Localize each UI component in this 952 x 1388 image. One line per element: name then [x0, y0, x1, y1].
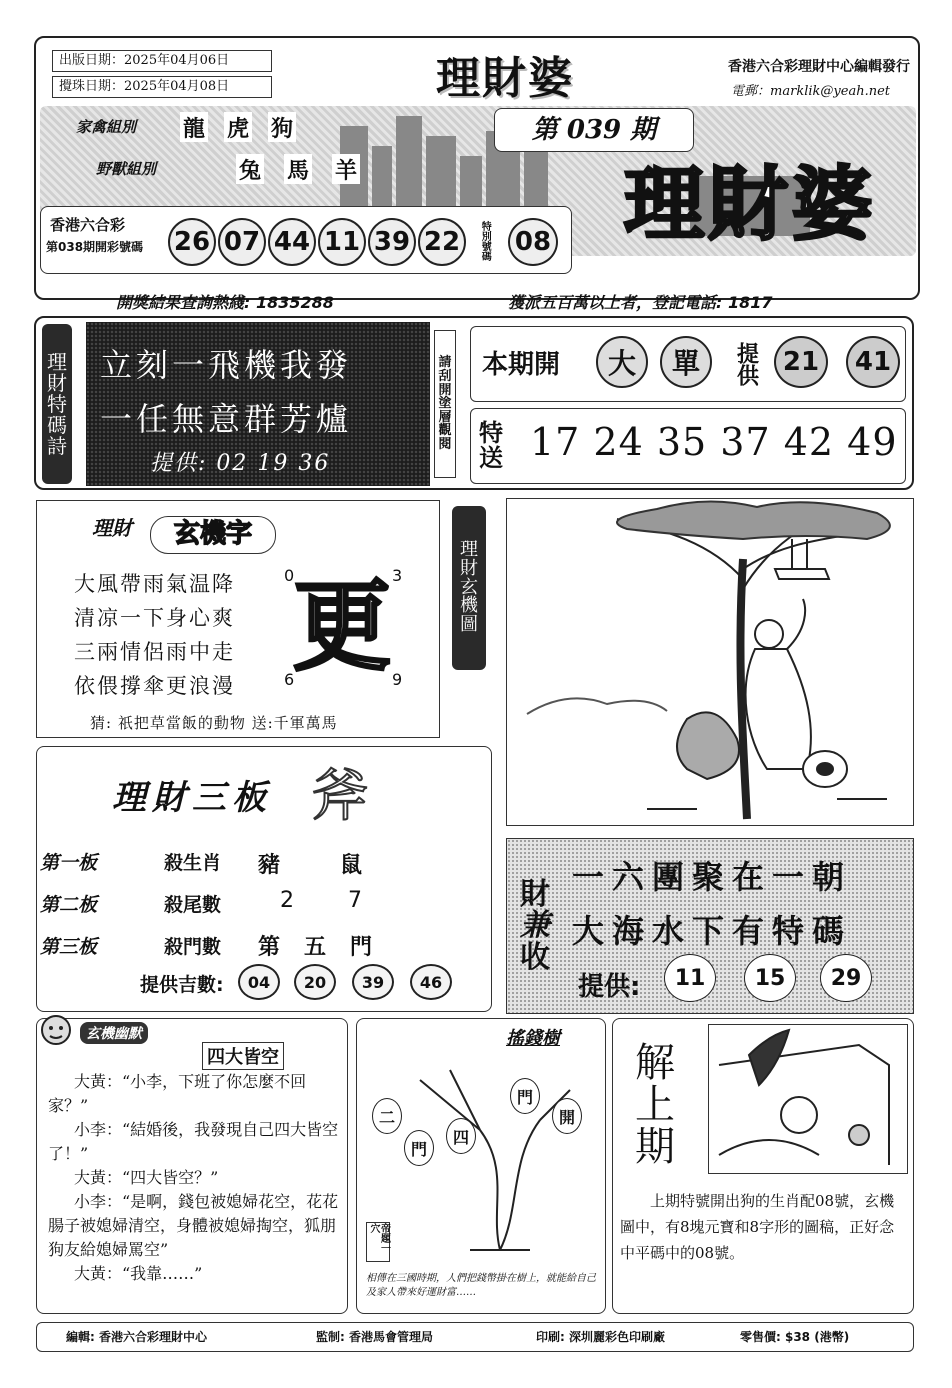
sanban-row-3-v3: 門 — [350, 935, 373, 960]
zodiac-b-1: 兔 — [236, 154, 264, 184]
corner-br: 9 — [392, 670, 403, 689]
sanban-row-3-label: 第三板 — [40, 936, 98, 958]
sanban-title: 理財三板 — [112, 778, 272, 818]
scratch-notice — [434, 330, 456, 478]
xuanji-poem-3: 三兩情侶雨中走 — [74, 640, 235, 664]
caibing-ball-2: 15 — [744, 954, 796, 1002]
zodiac-group-b — [236, 154, 396, 184]
money-tree-caption: 相傳在三國時期，人們把錢幣掛在樹上，就能給自己及家人帶來好運財富…… — [366, 1273, 596, 1298]
footer-supervisor: 監制: 香港馬會管理局 — [316, 1330, 433, 1344]
scratch-5: 層 — [438, 409, 452, 425]
xuanji-pic-label — [452, 506, 486, 670]
zodiac-a-2: 虎 — [224, 112, 252, 142]
pic-label-5: 圖 — [460, 614, 478, 636]
money-tree-illustration — [360, 1040, 604, 1260]
open-provide-label — [732, 338, 760, 390]
pic-label-1: 理 — [460, 538, 478, 560]
jie-text: 上期特號開出狗的生肖配08號，玄機圖中，有8塊元寶和8字形的圖稿，正好念中平碼中的08號。 — [620, 1192, 895, 1262]
sanban-row-3-v1: 第 — [258, 935, 281, 960]
sanban-axe: 斧 — [312, 764, 368, 829]
poem-line-2: 一任無意群芳爐 — [100, 400, 353, 438]
big-title: 理財婆 — [624, 158, 876, 251]
special-label-text: 特別號碼 — [479, 221, 491, 261]
corner-tl: 0 — [284, 566, 295, 585]
money-tree-badge-text: 帝題一穴 — [368, 1223, 390, 1253]
send-label-2: 送 — [479, 444, 503, 472]
sanban-row-3-v2: 五 — [304, 935, 327, 960]
caibing-ball-1: 11 — [664, 954, 716, 1002]
fruit-1: 二 — [372, 1098, 402, 1134]
pic-label-3: 玄 — [460, 576, 478, 598]
joke-line-3: 大黃：“四大皆空？” — [74, 1168, 219, 1187]
caibing-side-2: 兼 — [520, 908, 550, 944]
draw-date: 攪珠日期：2025年04月08日 — [52, 76, 272, 98]
tree-drawing — [360, 1040, 604, 1260]
masthead-logo: 理財婆 — [436, 53, 574, 104]
scratch-4: 塗 — [438, 396, 452, 412]
lottery-sub: 第038期開彩號碼 — [46, 240, 144, 254]
corner-bl: 6 — [284, 670, 295, 689]
send-label-1: 特 — [479, 418, 503, 447]
zodiac-a-1: 龍 — [180, 112, 208, 142]
open-label: 本期開 — [482, 350, 561, 380]
joke-line-1: 大黃：“小李，下班了你怎麼不回家？” — [48, 1072, 307, 1115]
sanban-row-1-action: 殺生肖 — [164, 852, 222, 874]
register-phone: 獲派五百萬以上者，登記電話: 1817 — [508, 293, 773, 312]
result-ball-3: 44 — [268, 218, 316, 266]
sanban-row-1-label: 第一板 — [40, 852, 98, 874]
jie-side-2: 上 — [635, 1082, 675, 1128]
sanban-row-1-v1: 豬 — [258, 853, 281, 878]
jie-picture — [708, 1024, 908, 1174]
sanban-row-2-label: 第二板 — [40, 894, 98, 916]
jie-side-3: 期 — [635, 1124, 675, 1170]
zodiac-group-b-label: 野獸組別 — [96, 160, 157, 178]
man-and-tree-illustration — [507, 499, 911, 823]
xuanji-big-char: 更 — [292, 570, 391, 684]
result-ball-2: 07 — [218, 218, 266, 266]
result-ball-5: 39 — [368, 218, 416, 266]
poem-side-2: 財 — [47, 370, 67, 395]
money-tree-badge — [366, 1222, 390, 1262]
caibing-line-2: 大海水下有特碼 — [572, 912, 853, 950]
zodiac-group-a-label: 家禽組別 — [76, 118, 137, 136]
sanban-row-2-action: 殺尾數 — [164, 894, 222, 916]
open-ball-1: 21 — [774, 336, 828, 388]
sanban-row-2-v1: 2 — [280, 888, 294, 913]
publish-date: 出版日期：2025年04月06日 — [52, 50, 272, 72]
issue-number: 第 039 期 — [494, 108, 694, 152]
caibing-side-1: 財 — [520, 876, 550, 912]
scratch-2: 刮 — [438, 368, 452, 384]
joke-line-2: 小李：“結婚後，我發現自己四大皆空了！” — [48, 1120, 339, 1163]
sanban-row-3-action: 殺門數 — [164, 936, 222, 958]
sanban-row-2-v2: 7 — [348, 888, 362, 913]
caibing-ball-3: 29 — [820, 954, 872, 1002]
joke-body — [48, 1070, 340, 1286]
send-label — [474, 410, 508, 482]
joke-badge: 玄機幽默 — [80, 1022, 148, 1044]
joke-title: 四大皆空 — [202, 1042, 284, 1070]
open-char-1: 大 — [596, 336, 648, 388]
open-char-2: 單 — [660, 336, 712, 388]
lucky-ball-4: 46 — [410, 964, 452, 1000]
fruit-4: 門 — [510, 1078, 540, 1114]
result-ball-6: 22 — [418, 218, 466, 266]
corner-tr: 3 — [392, 566, 403, 585]
xuanji-title-a: 理財 — [92, 516, 132, 540]
poem-side-5: 詩 — [47, 433, 67, 458]
poem-provide: 提供: 02 19 36 — [150, 451, 331, 476]
xuanji-poem-1: 大風帶雨氣温降 — [74, 572, 235, 596]
send-numbers: 17 24 35 37 42 49 — [530, 420, 898, 464]
xuanji-riddle: 猜: 祇把草當飯的動物 送:千軍萬馬 — [90, 714, 338, 732]
zodiac-group-a — [180, 112, 330, 142]
scratch-6: 觀 — [438, 423, 452, 439]
scratch-3: 開 — [438, 382, 452, 398]
lucky-ball-2: 20 — [294, 964, 336, 1000]
footer-editor: 編輯: 香港六合彩理財中心 — [66, 1330, 207, 1344]
scratch-1: 請 — [438, 355, 452, 371]
scratch-7: 閱 — [438, 437, 452, 453]
zodiac-b-3: 羊 — [332, 154, 360, 184]
lucky-ball-1: 04 — [238, 964, 280, 1000]
joke-line-5: 大黃：“我靠……” — [74, 1264, 203, 1283]
poem-side-4: 碼 — [47, 412, 67, 437]
poem-side-label — [42, 324, 72, 484]
org-email: 電郵：marklik@yeah.net — [731, 84, 890, 99]
lucky-ball-3: 39 — [352, 964, 394, 1000]
caibing-line-1: 一六團聚在一朝 — [572, 858, 853, 896]
joke-mascot-icon — [36, 1010, 76, 1050]
jie-side — [630, 1030, 680, 1180]
pic-label-4: 機 — [460, 595, 478, 617]
poem-line-1: 立刻一飛機我發 — [100, 346, 353, 384]
lucky-label: 提供吉數: — [140, 974, 224, 996]
open-provide-text: 提供 — [733, 342, 759, 386]
pic-label-2: 財 — [460, 557, 478, 579]
result-ball-4: 11 — [318, 218, 366, 266]
zodiac-a-3: 狗 — [268, 112, 296, 142]
scratch-poem-panel — [86, 322, 430, 486]
poem-side-3: 特 — [47, 391, 67, 416]
special-ball: 08 — [508, 218, 558, 266]
xuanji-poem-4: 依偎撐傘更浪漫 — [74, 674, 235, 698]
hotline: 開獎結果查詢熱綫: 1835288 — [116, 293, 334, 312]
footer-printer: 印刷: 深圳麗彩色印刷廠 — [536, 1330, 665, 1344]
xuanji-poem-2: 清凉一下身心爽 — [74, 606, 235, 630]
special-label — [474, 212, 494, 270]
result-ball-1: 26 — [168, 218, 216, 266]
monkey-icon — [36, 1010, 76, 1050]
poem-side-1: 理 — [47, 349, 67, 374]
lottery-label: 香港六合彩 — [50, 216, 126, 234]
sanban-row-1-v2: 鼠 — [340, 853, 363, 878]
xuanji-picture — [506, 498, 914, 826]
open-ball-2: 41 — [846, 336, 900, 388]
footer-price: 零售價: $38 (港幣) — [740, 1330, 850, 1344]
caibing-side-3: 收 — [520, 939, 550, 975]
zodiac-b-2: 馬 — [284, 154, 312, 184]
fruit-5: 開 — [552, 1098, 582, 1134]
org-name: 香港六合彩理財中心編輯發行 — [728, 59, 910, 75]
bird-and-monkey-illustration — [709, 1025, 905, 1171]
caibing-side — [512, 846, 558, 1006]
caibing-provide: 提供: — [578, 972, 641, 1002]
money-tree-title: 搖錢樹 — [506, 1028, 560, 1049]
fruit-2: 門 — [404, 1130, 434, 1166]
xuanji-title-b: 玄機字 — [150, 516, 276, 554]
fruit-3: 四 — [446, 1118, 476, 1154]
joke-line-4: 小李：“是啊，錢包被媳婦花空，花花腸子被媳婦清空，身體被媳婦掏空，狐朋狗友給媳婦罵空” — [48, 1192, 339, 1259]
jie-side-1: 解 — [635, 1040, 675, 1086]
